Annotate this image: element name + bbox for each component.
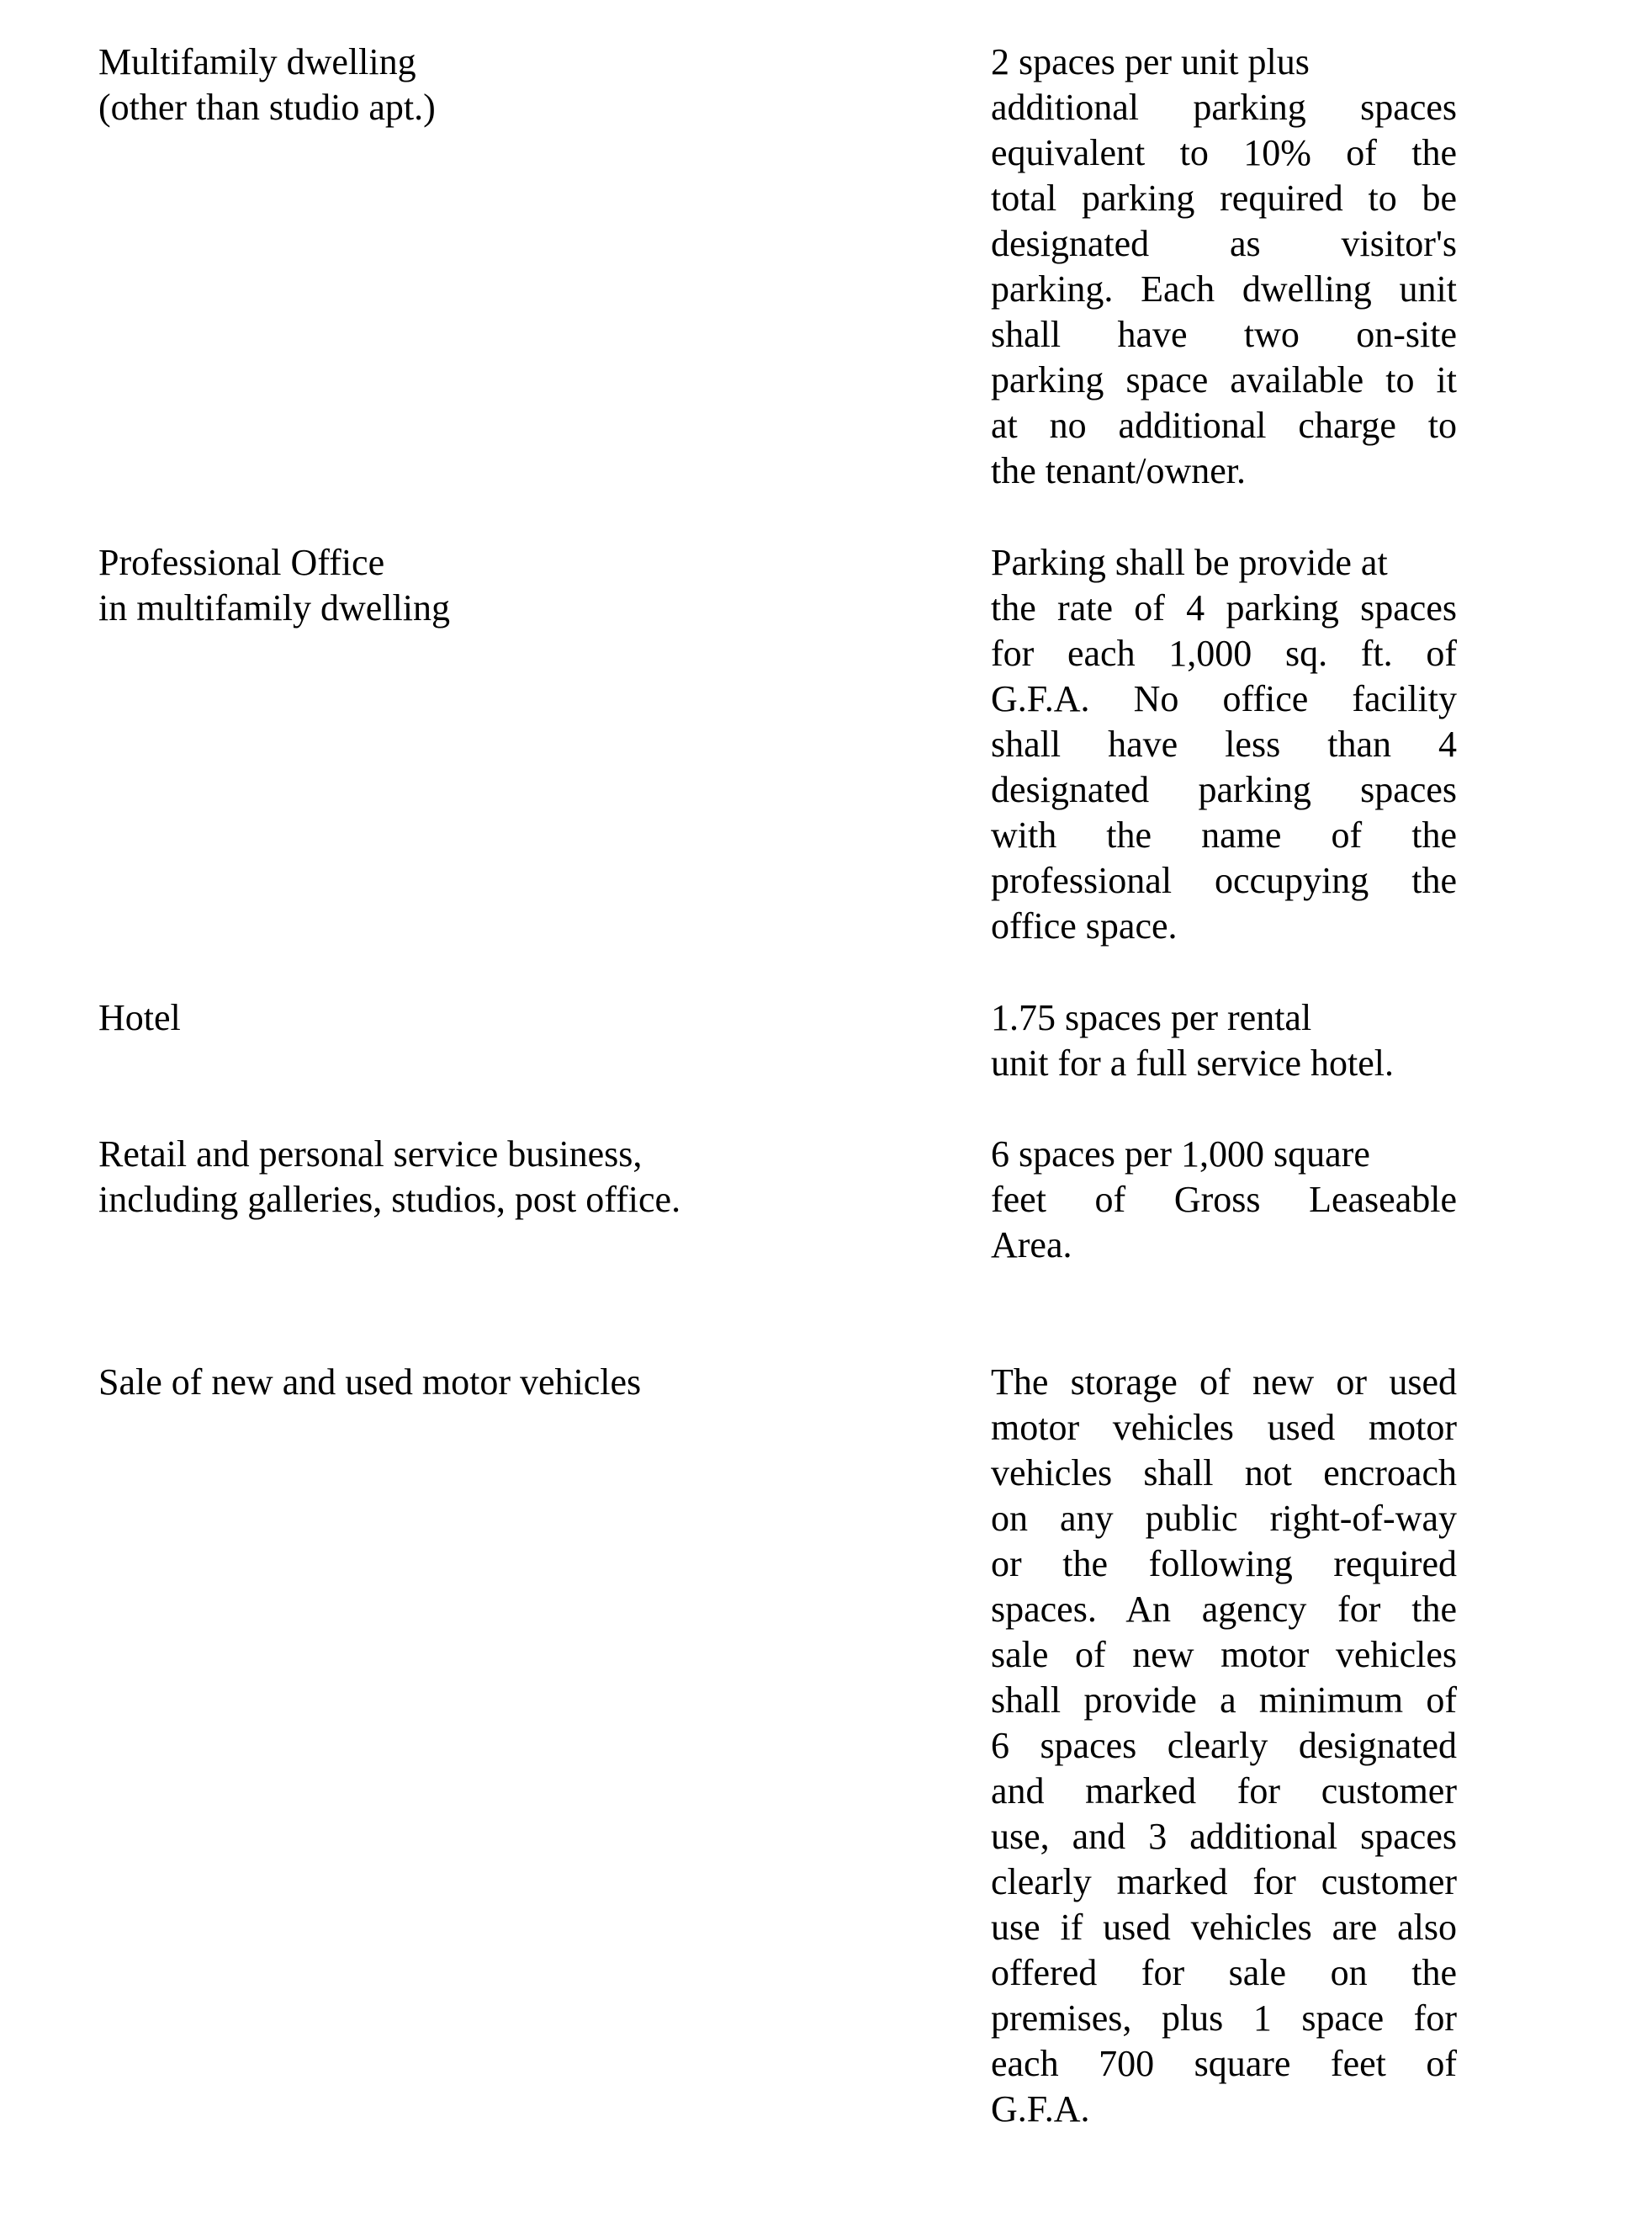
requirement-line: professional occupying the <box>991 860 1457 901</box>
requirement-line: shall provide a minimum of <box>991 1679 1457 1721</box>
use-cell <box>98 995 855 1041</box>
use-cell <box>98 540 855 631</box>
requirement-line: 2 spaces per unit plus <box>991 41 1310 82</box>
requirement-line: spaces. An agency for the <box>991 1589 1457 1630</box>
requirement-line: 1.75 spaces per rental <box>991 997 1312 1038</box>
requirement-line: vehicles shall not encroach <box>991 1452 1457 1493</box>
requirement-line: designated as visitor's <box>991 223 1457 264</box>
requirement-line: office space. <box>991 905 1178 947</box>
requirement-line: Parking shall be provide at <box>991 542 1388 583</box>
use-cell <box>98 40 855 130</box>
requirement-line: 6 spaces clearly designated <box>991 1725 1457 1766</box>
use-line: Professional Office <box>98 542 385 583</box>
requirement-line: total parking required to be <box>991 178 1457 219</box>
use-line: in multifamily dwelling <box>98 587 450 629</box>
requirement-line: G.F.A. No office facility <box>991 678 1457 719</box>
requirement-line: and marked for customer <box>991 1770 1457 1812</box>
requirement-line: the tenant/owner. <box>991 450 1247 491</box>
requirement-line: equivalent to 10% of the <box>991 132 1457 173</box>
use-line: including galleries, studios, post office. <box>98 1179 681 1220</box>
requirement-line: use if used vehicles are also <box>991 1907 1457 1948</box>
use-cell <box>98 1132 855 1223</box>
requirement-line: shall have two on-site <box>991 314 1457 355</box>
requirement-line: feet of Gross Leaseable <box>991 1179 1457 1220</box>
requirement-line: 6 spaces per 1,000 square <box>991 1133 1370 1175</box>
requirement-line: on any public right-of-way <box>991 1498 1457 1539</box>
requirement-line: shall have less than 4 <box>991 724 1457 765</box>
use-line: (other than studio apt.) <box>98 87 436 128</box>
requirement-line: motor vehicles used motor <box>991 1407 1457 1448</box>
requirement-line: Area. <box>991 1224 1072 1265</box>
requirement-line: sale of new motor vehicles <box>991 1634 1457 1675</box>
requirement-line: parking space available to it <box>991 359 1457 401</box>
requirement-line: for each 1,000 sq. ft. of <box>991 633 1457 674</box>
use-line: Sale of new and used motor vehicles <box>98 1361 642 1403</box>
requirement-line: parking. Each dwelling unit <box>991 268 1457 310</box>
requirement-line: or the following required <box>991 1543 1457 1584</box>
requirement-cell <box>991 1360 1457 2132</box>
requirement-line: premises, plus 1 space for <box>991 1997 1457 2039</box>
requirement-cell <box>991 540 1457 949</box>
requirement-line: use, and 3 additional spaces <box>991 1816 1457 1857</box>
requirement-line: designated parking spaces <box>991 769 1457 810</box>
use-line: Retail and personal service business, <box>98 1133 643 1175</box>
requirement-line: additional parking spaces <box>991 87 1457 128</box>
requirement-line: offered for sale on the <box>991 1952 1457 1993</box>
requirement-line: unit for a full service hotel. <box>991 1042 1394 1084</box>
requirement-line: at no additional charge to <box>991 405 1457 446</box>
requirement-line: clearly marked for customer <box>991 1861 1457 1902</box>
use-line: Multifamily dwelling <box>98 41 416 82</box>
use-line: Hotel <box>98 997 181 1038</box>
requirement-line: The storage of new or used <box>991 1361 1457 1403</box>
requirement-cell <box>991 1132 1457 1268</box>
requirement-line: with the name of the <box>991 814 1457 856</box>
use-cell <box>98 1360 855 1405</box>
requirement-cell <box>991 40 1457 494</box>
requirement-line: each 700 square feet of <box>991 2043 1457 2084</box>
requirement-line: the rate of 4 parking spaces <box>991 587 1457 629</box>
requirement-cell <box>991 995 1457 1086</box>
requirement-line: G.F.A. <box>991 2088 1090 2130</box>
